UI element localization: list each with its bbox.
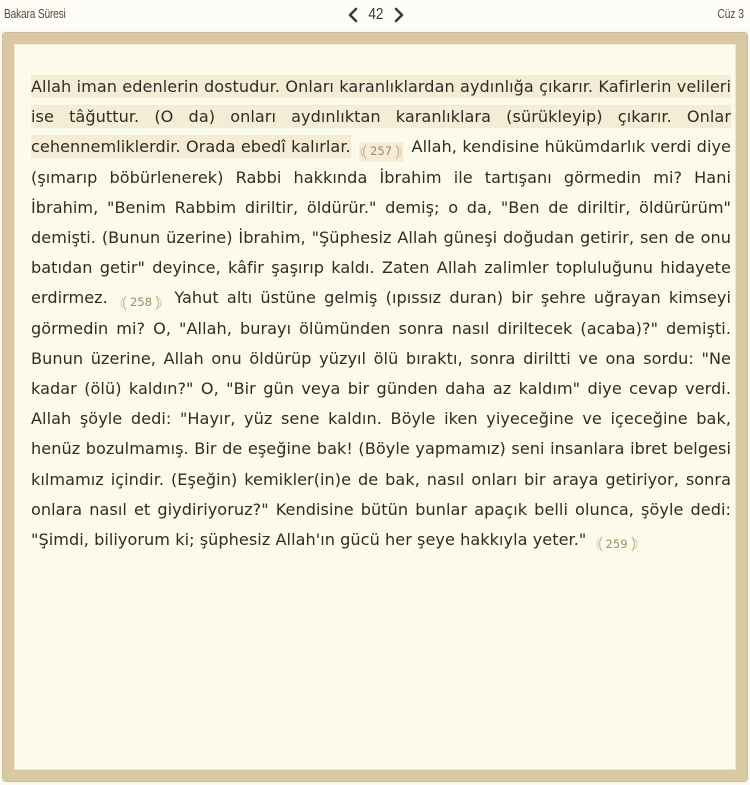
chevron-left-icon <box>347 7 359 23</box>
verse-number: 258 <box>130 295 153 310</box>
verse-number-marker[interactable] <box>359 142 403 162</box>
page-content <box>14 44 736 770</box>
prev-page-button[interactable] <box>345 4 361 26</box>
verse-segment-highlighted[interactable]: Allah iman edenlerin dostudur. Onları karanlıklardan aydınlığa çıkarır. Kafirlerin velileri ise tâğuttur. (O da) onları aydınlıktan karanlıklara (sürükleyip) çıkarır. Onlar cehennemliklerdir. Orada ebedî kalırlar. <box>31 77 731 157</box>
next-page-button[interactable] <box>391 4 407 26</box>
verse-segment[interactable]: Yahut altı üstüne gelmiş (ıpıssız duran) bir şehre uğrayan kimseyi görmedin mi? O, "Allah, burayı ölümünden sonra nasıl diriltecek (acaba)?" demişti. Bunun üzerine, Allah onu öldürüp yüzyıl ölü bıraktı, sonra diriltti ve ona sordu: "Ne kadar (ölü) kaldın?" O, "Bir gün veya bir günden daha az kaldım" diye cevap verdi. Allah şöyle dedi: "Hayır, yüz sene kaldın. Böyle iken yiyeceğine ve içeceğine bak, henüz bozulmamış. Bir de eşeğine bak! (Böyle yapmamız) seni insanlara ibret belgesi kılmamız içindir. (Eşeğin) kemikler(in)e de bak, nasıl onları bir araya getiriyor, sonra onlara nasıl et giydiriyoruz?" Kendisine bütün bunlar apaçık belli olunca, şöyle dedi: "Şimdi, biliyorum ki; şüphesiz Allah'ın gücü her şeye hakkıyla yeter." <box>31 288 731 550</box>
verse-segment[interactable]: Allah, kendisine hükümdarlık verdi diye (şımarıp böbürlenerek) Rabbi hakkında İbrahim ile tartışanı görmedin mi? Hani İbrahim, "Benim Rabbim diriltir, öldürür." demiş; o da, "Ben de diriltir, öldürürüm" demişti. (Bunun üzerine) İbrahim, "Şüphesiz Allah güneşi doğudan getirir, sen de onu batıdan getir" deyince, kâfir şaşırıp kaldı. Zaten Allah zalimler topluluğunu hidayete erdirmez. <box>31 137 731 308</box>
verse-number-marker[interactable] <box>119 293 163 313</box>
chevron-right-icon <box>393 7 405 23</box>
page-navigator <box>345 3 407 27</box>
surah-title[interactable]: Bakara Süresi <box>4 6 66 21</box>
verse-number: 257 <box>370 144 393 159</box>
top-bar <box>0 0 750 30</box>
verse-text <box>31 72 731 555</box>
verse-number-marker[interactable] <box>595 534 639 554</box>
verse-number: 259 <box>605 537 628 552</box>
juz-label[interactable]: Cüz 3 <box>717 6 744 21</box>
page-frame <box>3 33 747 781</box>
page-number[interactable]: 42 <box>368 6 384 23</box>
